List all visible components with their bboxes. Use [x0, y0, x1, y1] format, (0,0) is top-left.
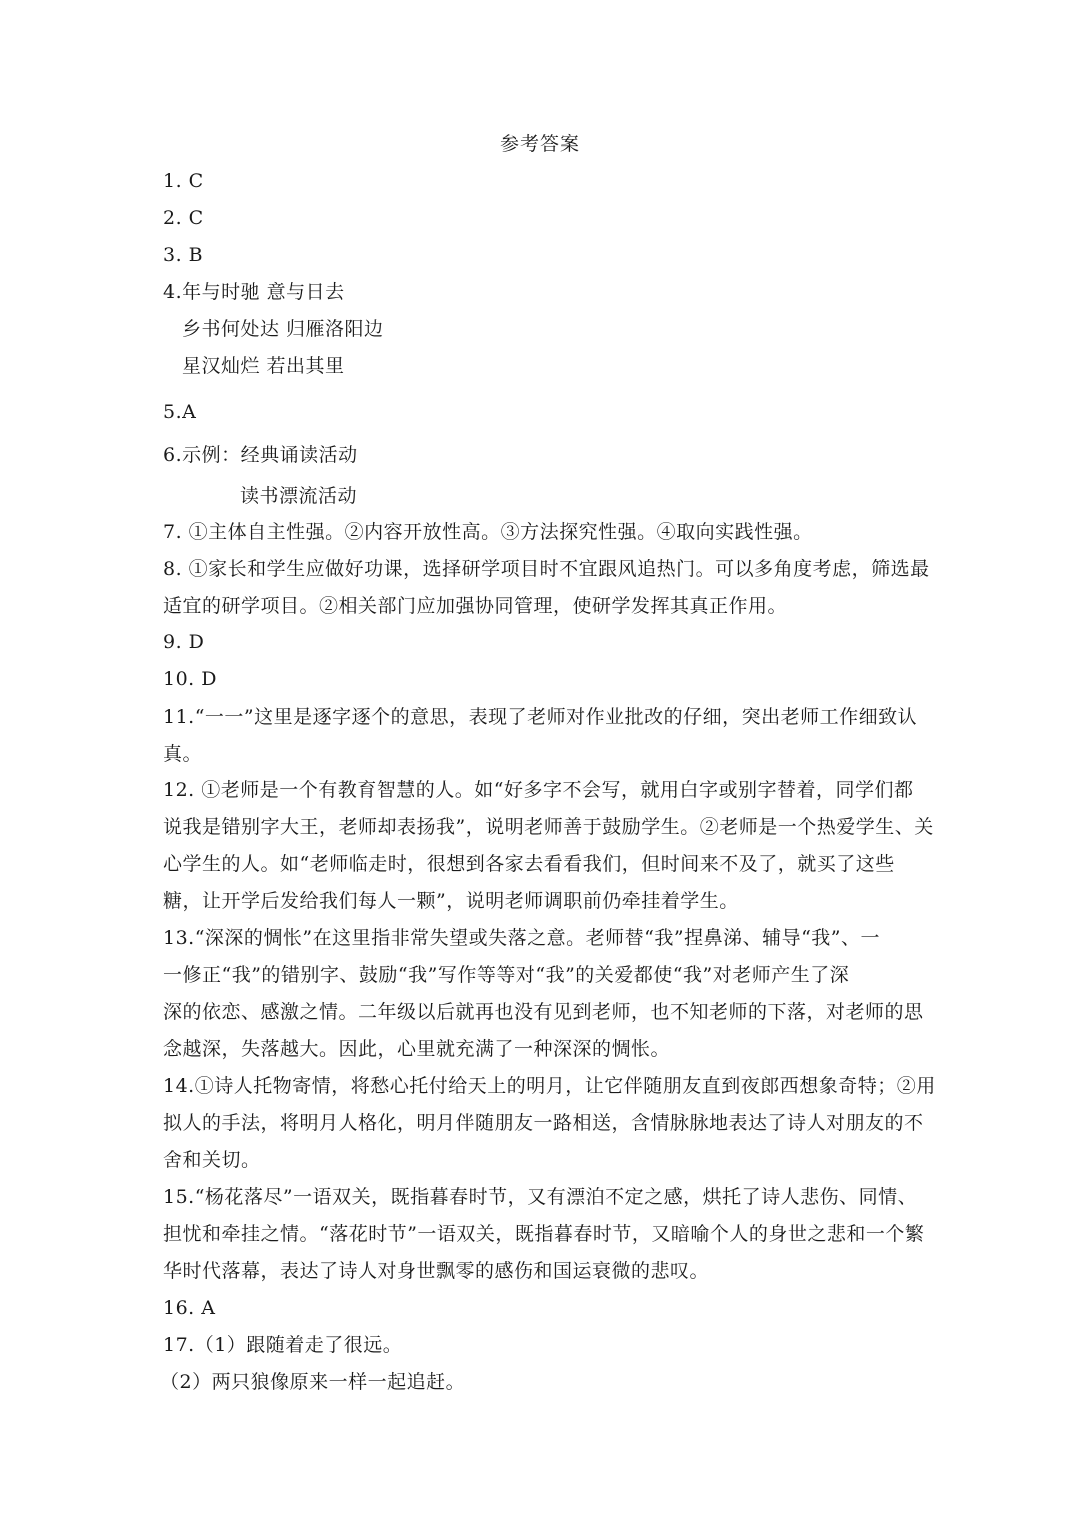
answer-14-line-2: 拟人的手法，将明月人格化，明月伴随朋友一路相送，含情脉脉地表达了诗人对朋友的不 — [163, 1112, 924, 1134]
answer-8-line-2: 适宜的研学项目。②相关部门应加强协同管理，使研学发挥其真正作用。 — [163, 595, 788, 617]
answer-16: 16. A — [163, 1297, 216, 1319]
answer-10: 10. D — [163, 668, 217, 690]
answer-4-line-1: 4.年与时驰 意与日去 — [163, 281, 345, 303]
answer-13-line-1: 13.“深深的惆怅”在这里指非常失望或失落之意。老师替“我”捏鼻涕、辅导“我”、一 — [163, 927, 880, 949]
answer-7: 7. ①主体自主性强。②内容开放性高。③方法探究性强。④取向实践性强。 — [163, 521, 813, 543]
answer-8-line-1: 8. ①家长和学生应做好功课，选择研学项目时不宜跟风追热门。可以多角度考虑，筛选最 — [163, 558, 930, 580]
answer-4-line-3: 星汉灿烂 若出其里 — [182, 355, 345, 377]
answer-15-line-3: 华时代落幕，表达了诗人对身世飘零的感伤和国运衰微的悲叹。 — [163, 1260, 710, 1282]
answer-12-line-2: 说我是错别字大王，老师却表扬我”，说明老师善于鼓励学生。②老师是一个热爱学生、关 — [163, 816, 934, 838]
answer-13-line-2: 一修正“我”的错别字、鼓励“我”写作等等对“我”的关爱都使“我”对老师产生了深 — [163, 964, 850, 986]
answer-12-line-3: 心学生的人。如“老师临走时，很想到各家去看看我们，但时间来不及了，就买了这些 — [163, 853, 895, 875]
answer-14-line-3: 舍和关切。 — [163, 1149, 261, 1171]
answer-1: 1. C — [163, 170, 204, 192]
answer-17-line-1: 17.（1）跟随着走了很远。 — [163, 1334, 403, 1356]
answer-11-line-2: 真。 — [163, 743, 203, 765]
answer-12-line-1: 12. ①老师是一个有教育智慧的人。如“好多字不会写，就用白字或别字替着，同学们都 — [163, 779, 914, 801]
answer-11-line-1: 11.“一一”这里是逐字逐个的意思，表现了老师对作业批改的仔细，突出老师工作细致认 — [163, 706, 918, 728]
answer-9: 9. D — [163, 631, 205, 653]
answer-15-line-2: 担忧和牵挂之情。“落花时节”一语双关，既指暮春时节，又暗喻个人的身世之悲和一个繁 — [163, 1223, 925, 1245]
answer-14-line-1: 14.①诗人托物寄情，将愁心托付给天上的明月，让它伴随朋友直到夜郎西想象奇特；②用 — [163, 1075, 936, 1097]
answer-6-line-2: 读书漂流活动 — [240, 485, 358, 507]
answer-17-line-2: （2）两只狼像原来一样一起追赶。 — [160, 1371, 466, 1393]
answer-12-line-4: 糖，让开学后发给我们每人一颗”，说明老师调职前仍牵挂着学生。 — [163, 890, 739, 912]
answer-2: 2. C — [163, 207, 204, 229]
answer-5: 5.A — [163, 401, 197, 423]
answer-13-line-3: 深的依恋、感激之情。二年级以后就再也没有见到老师，也不知老师的下落，对老师的思 — [163, 1001, 924, 1023]
answer-13-line-4: 念越深，失落越大。因此，心里就充满了一种深深的惆怅。 — [163, 1038, 671, 1060]
answer-3: 3. B — [163, 244, 204, 266]
answer-4-line-2: 乡书何处达 归雁洛阳边 — [182, 318, 384, 340]
page-title: 参考答案 — [499, 133, 580, 155]
answer-15-line-1: 15.“杨花落尽”一语双关，既指暮春时节，又有漂泊不定之感，烘托了诗人悲伤、同情、 — [163, 1186, 918, 1208]
answer-6-line-1: 6.示例：经典诵读活动 — [163, 444, 358, 466]
